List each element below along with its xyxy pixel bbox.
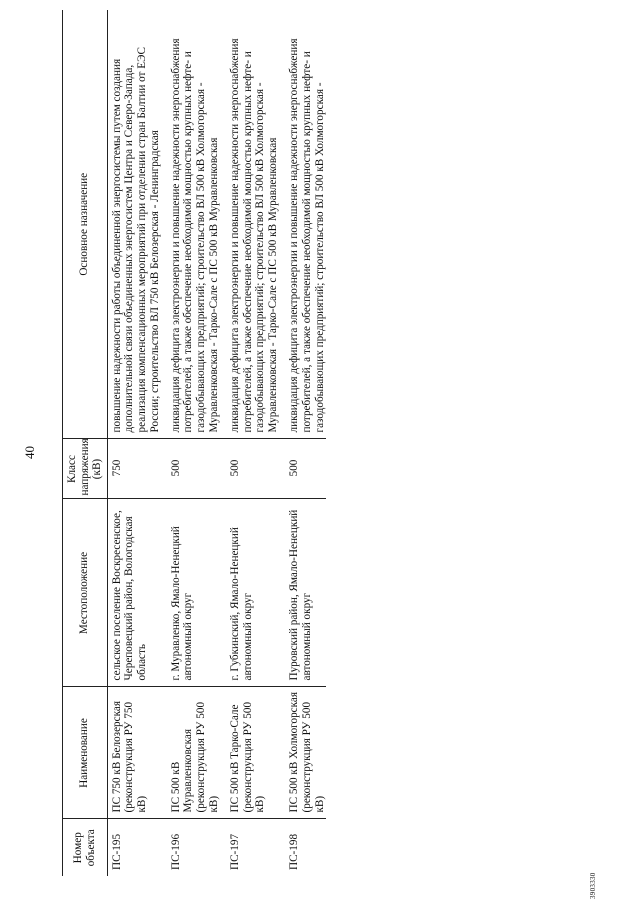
header-object-number: Номер объекта bbox=[63, 819, 108, 876]
object-location: г. Губкинский, Ямало-Ненецкий автономный округ bbox=[226, 499, 285, 687]
object-purpose: повышение надежности работы объединенной энергосистемы путем создания дополнительной связи объединенных энергосистем Центра и Северо-Запада, реализация компенсационных мероприятий при отделении стран Балтии от ЕЭС России; строительство ВЛ 750 кВ Белозерская - Ленинградская bbox=[107, 10, 167, 439]
header-purpose: Основное назначение bbox=[63, 10, 108, 439]
voltage-class: 750 bbox=[107, 439, 167, 499]
object-number: ПС-195 bbox=[110, 833, 123, 870]
voltage-class: 500 bbox=[285, 439, 326, 499]
object-name: ПС 500 кВ Тарко-Сале (реконструкция РУ 500 кВ) bbox=[226, 687, 285, 819]
document-code: 3903330 bbox=[589, 872, 597, 899]
object-location: Пуровский район, Ямало-Ненецкий автономный округ bbox=[285, 499, 326, 687]
header-voltage-class: Класс напряжения (кВ) bbox=[63, 439, 108, 499]
object-location: сельское поселение Воскресенское, Череповецкий район, Вологодская область bbox=[107, 499, 167, 687]
object-name: ПС 500 кВ Холмогорская (реконструкция РУ 500 кВ) bbox=[285, 687, 326, 819]
object-location: г. Муравленко, Ямало-Ненецкий автономный округ bbox=[167, 499, 226, 687]
voltage-class: 500 bbox=[226, 439, 285, 499]
page-number: 40 bbox=[22, 446, 37, 459]
table-row bbox=[285, 10, 326, 876]
table-row bbox=[167, 10, 226, 876]
object-name: ПС 750 кВ Белозерская (реконструкция РУ 750 кВ) bbox=[107, 687, 167, 819]
object-number: ПС-196 bbox=[169, 833, 182, 870]
object-purpose: ликвидация дефицита электроэнергии и повышение надежности энергоснабжения потребителей, а также обеспечение необходимой мощностью крупных нефте- и газодобывающих предприятий; строительство ВЛ 500 кВ Холмогорская - Муравленковская - Тарко-Сале с ПС 500 кВ Муравленковская bbox=[226, 10, 285, 439]
header-location: Местоположение bbox=[63, 499, 108, 687]
object-number: ПС-198 bbox=[288, 833, 301, 870]
header-name: Наименование bbox=[63, 687, 108, 819]
object-purpose: ликвидация дефицита электроэнергии и повышение надежности энергоснабжения потребителей, а также обеспечение необходимой мощностью крупных нефте- и газодобывающих предприятий; строительство ВЛ 500 кВ Холмогорская - bbox=[285, 10, 326, 439]
voltage-class: 500 bbox=[167, 439, 226, 499]
object-purpose: ликвидация дефицита электроэнергии и повышение надежности энергоснабжения потребителей, а также обеспечение необходимой мощностью крупных нефте- и газодобывающих предприятий; строительство ВЛ 500 кВ Холмогорская - Муравленковская - Тарко-Сале с ПС 500 кВ Муравленковская bbox=[167, 10, 226, 439]
objects-table bbox=[62, 10, 326, 876]
table-row bbox=[226, 10, 285, 876]
table-row bbox=[107, 10, 167, 876]
table-header-row bbox=[63, 10, 108, 876]
object-number: ПС-197 bbox=[228, 833, 241, 870]
object-name: ПС 500 кВ Муравленковская (реконструкция РУ 500 кВ) bbox=[167, 687, 226, 819]
